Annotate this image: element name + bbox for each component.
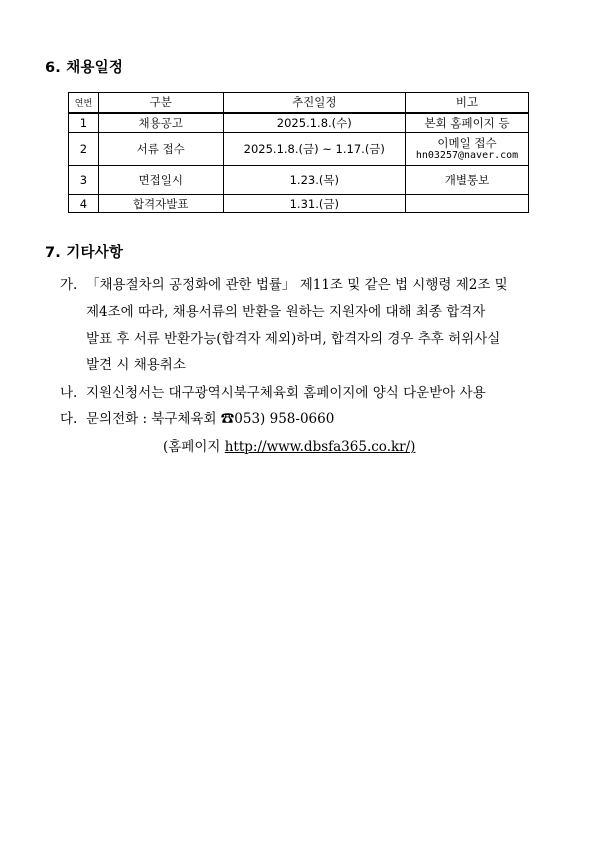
cell-note: 개별통보 — [406, 166, 529, 195]
homepage-link[interactable]: http://www.dbsfa365.co.kr/) — [224, 439, 416, 455]
email-address[interactable]: hn03257@naver.com — [415, 149, 519, 161]
cell-note — [406, 195, 529, 213]
cell-category: 합격자발표 — [98, 195, 223, 213]
section-7-title: 7. 기타사항 — [45, 245, 124, 261]
item-marker: 가. — [60, 277, 78, 293]
cell-schedule: 1.31.(금) — [223, 195, 406, 213]
item-line: 발표 후 서류 반환가능(합격자 제외)하며, 합격자의 경우 추후 허위사실 — [86, 331, 501, 347]
cell-category: 채용공고 — [98, 113, 223, 133]
recruitment-schedule-table — [68, 92, 529, 213]
header-no: 연번 — [69, 93, 99, 113]
item-line: 제4조에 따라, 채용서류의 반환을 원하는 지원자에 대해 최종 합격자 — [86, 304, 486, 320]
cell-schedule: 2025.1.8.(수) — [223, 113, 406, 133]
cell-category: 서류 접수 — [98, 133, 223, 166]
table-header-row — [69, 93, 529, 113]
table-row — [69, 166, 529, 195]
item-line: 지원신청서는 대구광역시북구체육회 홈페이지에 양식 다운받아 사용 — [86, 385, 486, 401]
item-line: 문의전화 : 북구체육회 ☎053) 958-0660 — [86, 411, 335, 427]
cell-no: 4 — [69, 195, 99, 213]
cell-no: 3 — [69, 166, 99, 195]
section-6-title: 6. 채용일정 — [45, 60, 124, 76]
cell-note — [406, 133, 529, 166]
header-category: 구분 — [98, 93, 223, 113]
cell-category: 면접일시 — [98, 166, 223, 195]
table-row — [69, 133, 529, 166]
header-schedule: 추진일정 — [223, 93, 406, 113]
homepage-line — [163, 435, 415, 455]
item-line: 「채용절차의 공정화에 관한 법률」 제11조 및 같은 법 시행령 제2조 및 — [86, 277, 508, 293]
table-row — [69, 195, 529, 213]
note-text: 이메일 접수 — [437, 135, 497, 150]
item-marker: 나. — [60, 385, 78, 401]
header-note: 비고 — [406, 93, 529, 113]
cell-no: 2 — [69, 133, 99, 166]
item-marker: 다. — [60, 411, 78, 427]
homepage-label: (홈페이지 — [163, 439, 221, 455]
cell-no: 1 — [69, 113, 99, 133]
cell-note: 본회 홈페이지 등 — [406, 113, 529, 133]
table-row — [69, 113, 529, 133]
item-line: 발견 시 채용취소 — [86, 357, 186, 373]
cell-schedule: 2025.1.8.(금) ~ 1.17.(금) — [223, 133, 406, 166]
cell-schedule: 1.23.(목) — [223, 166, 406, 195]
